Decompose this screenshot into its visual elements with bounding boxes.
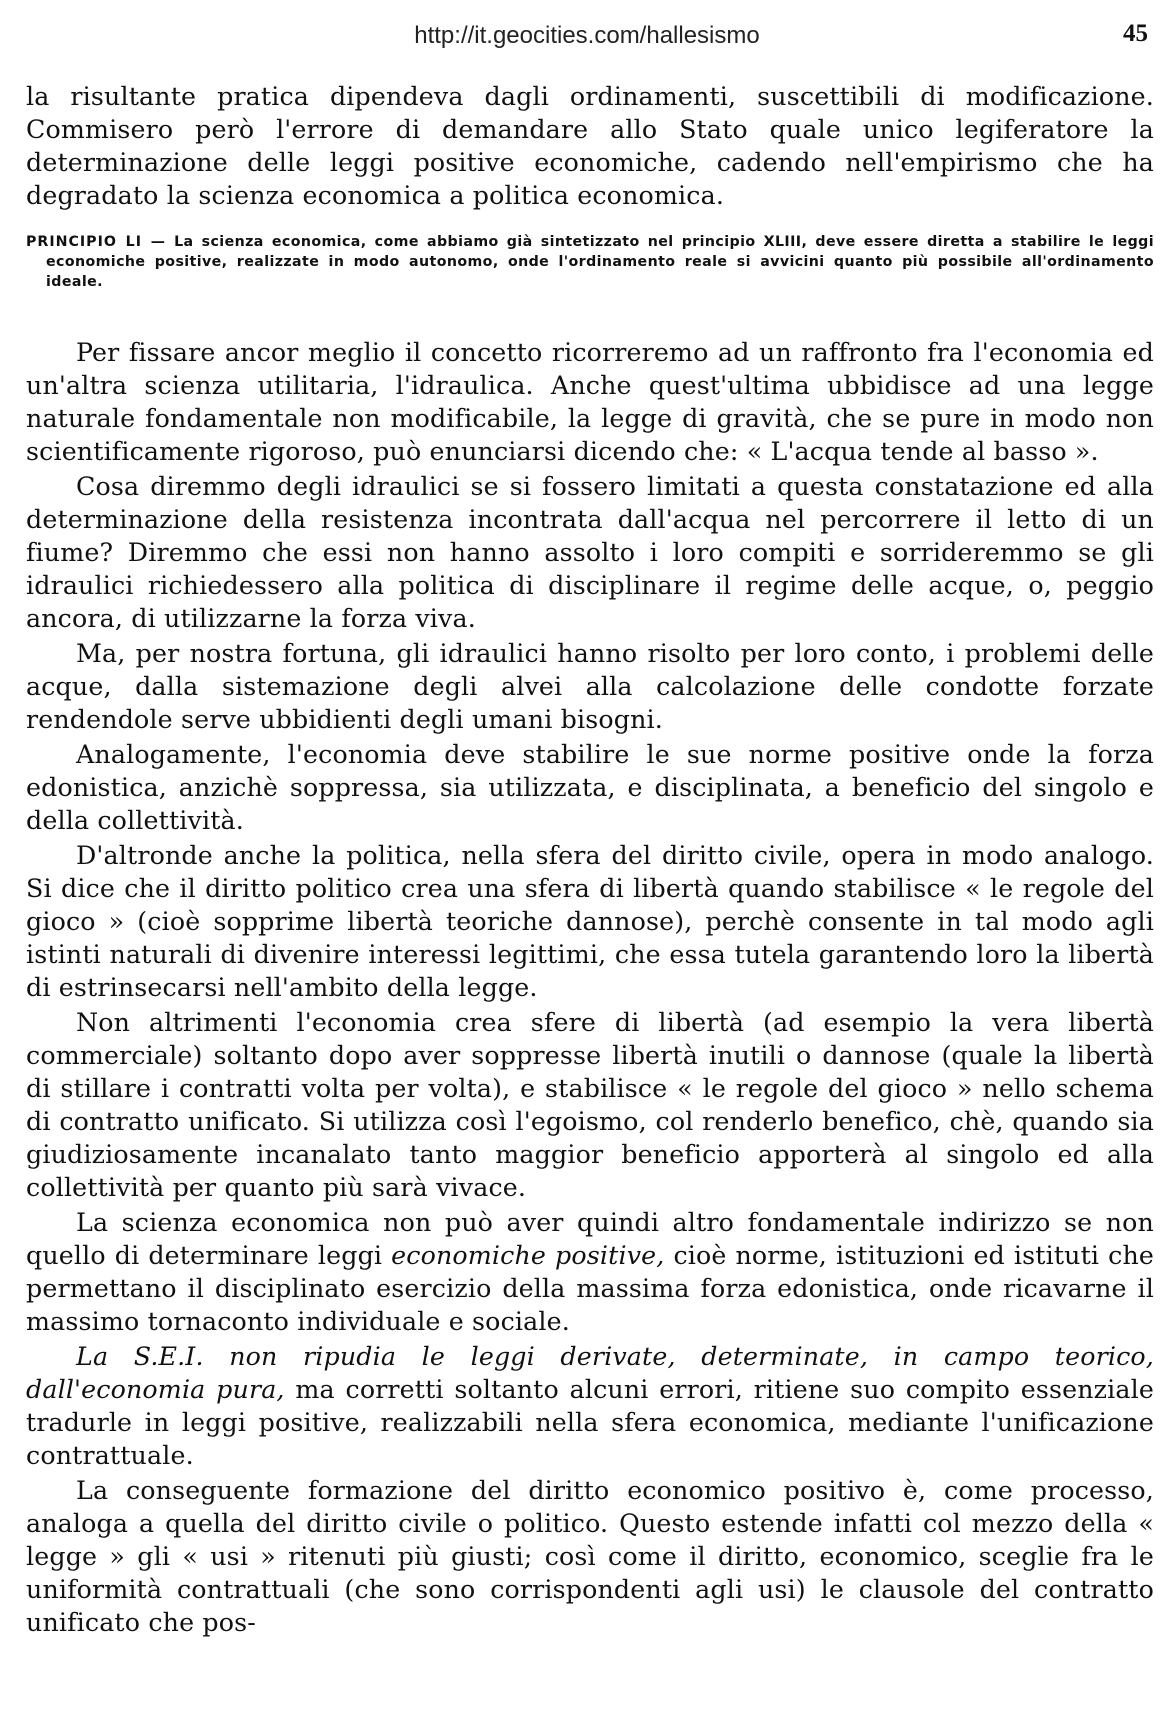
paragraph-4: Ma, per nostra fortuna, gli idraulici hanno risolto per loro conto, i problemi delle acque, dalla sistemazione degli alvei alla calcolazione delle condotte forzate rendendole serve ubbidienti degli umani bisogni. [26,639,1154,734]
principle-text: La scienza economica, come abbiamo già sintetizzato nel principio XLIII, deve essere diretta a stabilire le leggi economiche positive, realizzate in modo autonomo, onde l'ordinamento reale si avvicini quanto più possibile all'ordinamento ideale. [46,234,1154,290]
principle-label: PRINCIPIO LI — [26,234,166,250]
paragraph-8-part-b: cioè norme, istituzioni ed istituti che permettano il disciplinato esercizio della massima forza edonistica, onde ricavarne il massimo tornaconto individuale e sociale. [26,1241,1155,1336]
paragraph-6: D'altronde anche la politica, nella sfera del diritto civile, opera in modo analogo. Si dice che il diritto politico crea una sfera di libertà quando stabilisce « le regole del gioco » (cioè sopprime libertà teoriche dannose), perchè consente in tal modo agli istinti naturali di divenire interessi legittimi, che essa tutela garantendo loro la libertà di estrinsecarsi nell'ambito della legge. [26,841,1154,1002]
header-url: http://it.geocities.com/hallesismo [414,22,760,49]
paragraph-9-italic: La S.E.I. non ripudia le leggi derivate, determinate, in campo teorico, dall'economia pura, [26,1342,1154,1404]
paragraph-8 [26,1206,1154,1338]
paragraph-2: Per fissare ancor meglio il concetto ricorreremo ad un raffronto fra l'economia ed un'altra scienza utilitaria, l'idraulica. Anche quest'ultima ubbidisce ad una legge naturale fondamentale non modificabile, la legge di gravità, che se pure in modo non scientificamente rigoroso, può enunciarsi dicendo che: « L'acqua tende al basso ». [26,338,1154,466]
paragraph-8-part-a: La scienza economica non può aver quindi altro fondamentale indirizzo se non quello di determinare leggi [26,1208,1154,1270]
paragraph-10: La conseguente formazione del diritto economico positivo è, come processo, analoga a quella del diritto civile o politico. Questo estende infatti col mezzo della « legge » gli « usi » ritenuti più giusti; così come il diritto, economico, sceglie fra le uniformità contrattuali (che sono corrispondenti agli usi) le clausole del contratto unificato che pos- [26,1476,1154,1637]
paragraph-9 [26,1340,1154,1472]
body-text [26,80,1154,1641]
principle-li [26,232,1154,292]
paragraph-1: la risultante pratica dipendeva dagli ordinamenti, suscettibili di modificazione. Commisero però l'errore di demandare allo Stato quale unico legiferatore la determinazione delle leggi positive economiche, cadendo nell'empirismo che ha degradato la scienza economica a politica economica. [26,82,1154,210]
page-number: 45 [1123,20,1148,47]
paragraph-3: Cosa diremmo degli idraulici se si fossero limitati a questa constatazione ed alla determinazione della resistenza incontrata dall'acqua nel percorrere il letto di un fiume? Diremmo che essi non hanno assolto i loro compiti e sorrideremmo se gli idraulici richiedessero alla politica di disciplinare il regime delle acque, o, peggio ancora, di utilizzarne la forza viva. [26,472,1154,633]
paragraph-7: Non altrimenti l'economia crea sfere di libertà (ad esempio la vera libertà commerciale) soltanto dopo aver soppresse libertà inutili o dannose (quale la libertà di stillare i contratti volta per volta), e stabilisce « le regole del gioco » nello schema di contratto unificato. Si utilizza così l'egoismo, col renderlo benefico, chè, quando sia giudiziosamente incanalato tanto maggior beneficio apporterà al singolo ed alla collettività per quanto più sarà vivace. [26,1008,1154,1202]
paragraph-8-italic: economiche positive, [391,1241,665,1270]
paragraph-5: Analogamente, l'economia deve stabilire le sue norme positive onde la forza edonistica, anzichè soppressa, sia utilizzata, e disciplinata, a beneficio del singolo e della collettività. [26,740,1154,835]
paragraph-9-rest: ma corretti soltanto alcuni errori, ritiene suo compito essenziale tradurle in leggi positive, realizzabili nella sfera economica, mediante l'unificazione contrattuale. [26,1375,1154,1470]
